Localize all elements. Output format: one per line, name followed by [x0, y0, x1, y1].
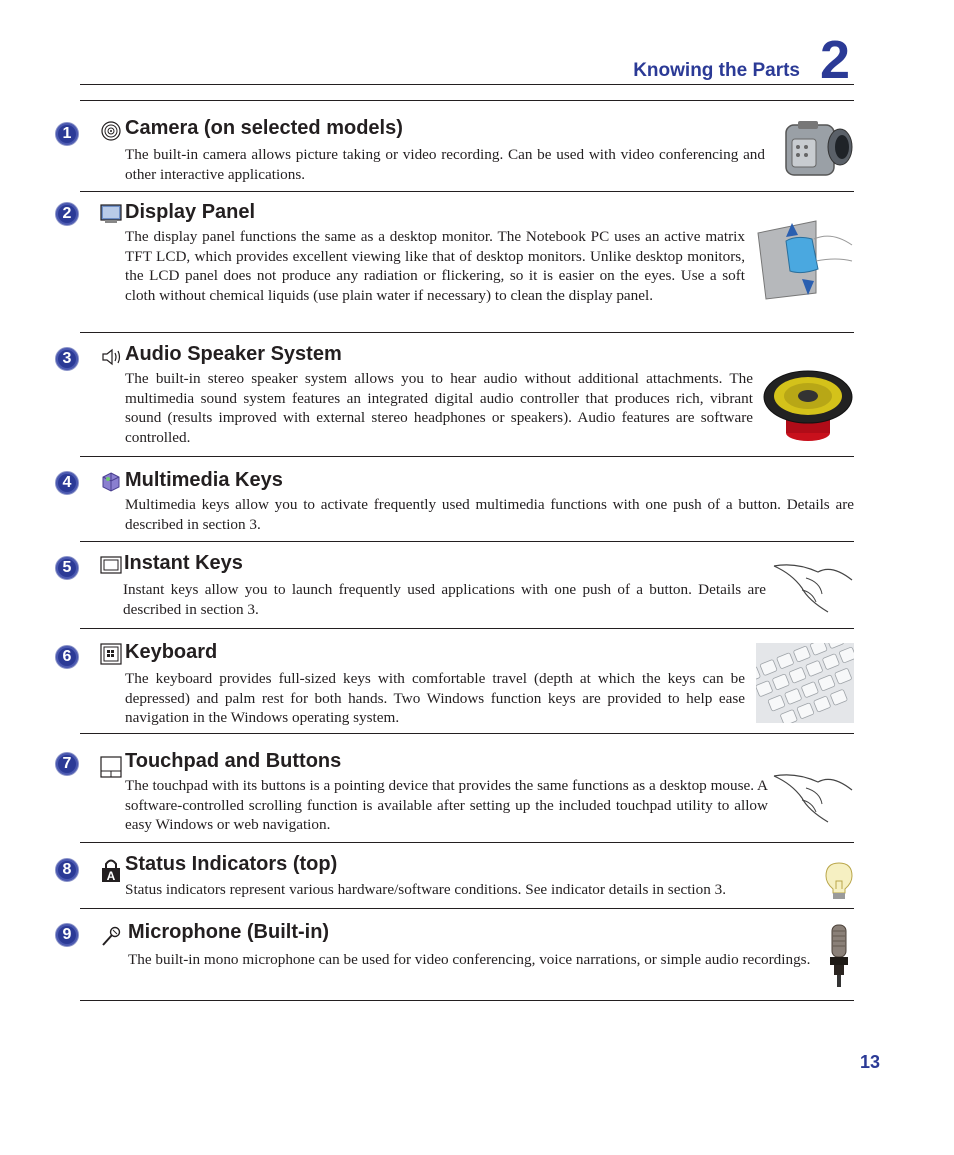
- hand-touchpad-picture: [772, 770, 854, 826]
- section-number-badge: 4: [55, 471, 79, 495]
- section-description: Status indicators represent various hardware/software conditions. See indicator details in section 3.: [125, 881, 727, 898]
- instant-keys-icon: [100, 554, 122, 576]
- section-description: Instant keys allow you to launch frequently used applications with one push of a button. Details are described in section 3.: [123, 581, 766, 618]
- section-title: Camera (on selected models): [125, 117, 403, 139]
- camcorder-picture: [782, 117, 854, 181]
- section-description: The keyboard provides full-sized keys with comfortable travel (depth at which the keys can be depressed) and palm rest for both hands. Two Windows function keys are provided to help ease navigation in the Windows operating system.: [125, 670, 745, 726]
- section-status-indicators: [62, 843, 854, 909]
- light-bulb-picture: [824, 861, 854, 903]
- speaker-picture: [762, 369, 854, 443]
- section-title: Touchpad and Buttons: [125, 750, 342, 772]
- multimedia-icon: [100, 471, 122, 493]
- header-title: Knowing the Parts: [633, 60, 800, 81]
- section-number-badge: 1: [55, 122, 79, 146]
- section-title: Microphone (Built-in): [128, 921, 330, 943]
- section-title: Status Indicators (top): [125, 853, 338, 875]
- svg-text:A: A: [106, 869, 116, 883]
- section-instant-keys: [62, 542, 854, 629]
- section-number-badge: 2: [55, 202, 79, 226]
- speaker-icon: [100, 346, 122, 368]
- touchpad-icon: [100, 756, 122, 778]
- section-audio-speaker: [62, 333, 854, 457]
- keyboard-icon: [100, 643, 122, 665]
- header-rule: [80, 84, 854, 85]
- section-description: The built-in stereo speaker system allows you to hear audio without additional attachments. The multimedia sound system features an integrated digital audio controller that produces rich, vibrant sound (results improved with external stereo headphones or speakers). Audio features are software controlled.: [125, 370, 753, 446]
- section-display-panel: [62, 191, 854, 333]
- section-title: Multimedia Keys: [125, 469, 283, 491]
- lock-icon: [100, 857, 122, 883]
- studio-microphone-picture: [824, 923, 854, 989]
- section-number-badge: 6: [55, 645, 79, 669]
- section-description: The built-in mono microphone can be used for video conferencing, voice narrations, or simple audio recordings.: [128, 951, 811, 968]
- section-description: Multimedia keys allow you to activate frequently used multimedia functions with one push of a button. Details are described in section 3.: [125, 496, 854, 533]
- camera-icon: [100, 120, 122, 142]
- section-number-badge: 7: [55, 752, 79, 776]
- section-title: Keyboard: [125, 641, 218, 663]
- chapter-number: 2: [820, 30, 851, 90]
- section-description: The touchpad with its buttons is a pointing device that provides the same functions as a desktop mouse. A software-controlled scrolling function is available after setting up the included touchpad utility to allow easy Windows or web navigation.: [125, 777, 768, 833]
- section-number-badge: 9: [55, 923, 79, 947]
- section-touchpad: [62, 734, 854, 843]
- section-title: Instant Keys: [124, 552, 243, 574]
- section-title: Display Panel: [125, 201, 256, 223]
- microphone-icon: [100, 925, 122, 947]
- section-microphone: [62, 909, 854, 1001]
- section-multimedia-keys: [62, 457, 854, 542]
- section-number-badge: 3: [55, 347, 79, 371]
- section-keyboard: [62, 629, 854, 734]
- display-icon: [100, 203, 122, 225]
- keyboard-picture: [756, 643, 854, 723]
- section-number-badge: 5: [55, 556, 79, 580]
- section-title: Audio Speaker System: [125, 343, 342, 365]
- page-number: 13: [860, 1052, 881, 1072]
- section-number-badge: 8: [55, 858, 79, 882]
- section-description: The built-in camera allows picture taking or video recording. Can be used with video conferencing and other interactive applications.: [125, 146, 765, 183]
- hand-pressing-picture: [772, 560, 854, 616]
- cleaning-display-picture: [756, 217, 854, 301]
- section-description: The display panel functions the same as a desktop monitor. The Notebook PC uses an active matrix TFT LCD, which provides excellent viewing like that of desktop monitors. Unlike desktop monitors, the LCD panel does not produce any radiation or flickering, so it is easier on the eyes. Use a soft cloth without chemical liquids (use plain water if necessary) to clean the display panel.: [125, 228, 745, 304]
- section-camera: [62, 100, 854, 192]
